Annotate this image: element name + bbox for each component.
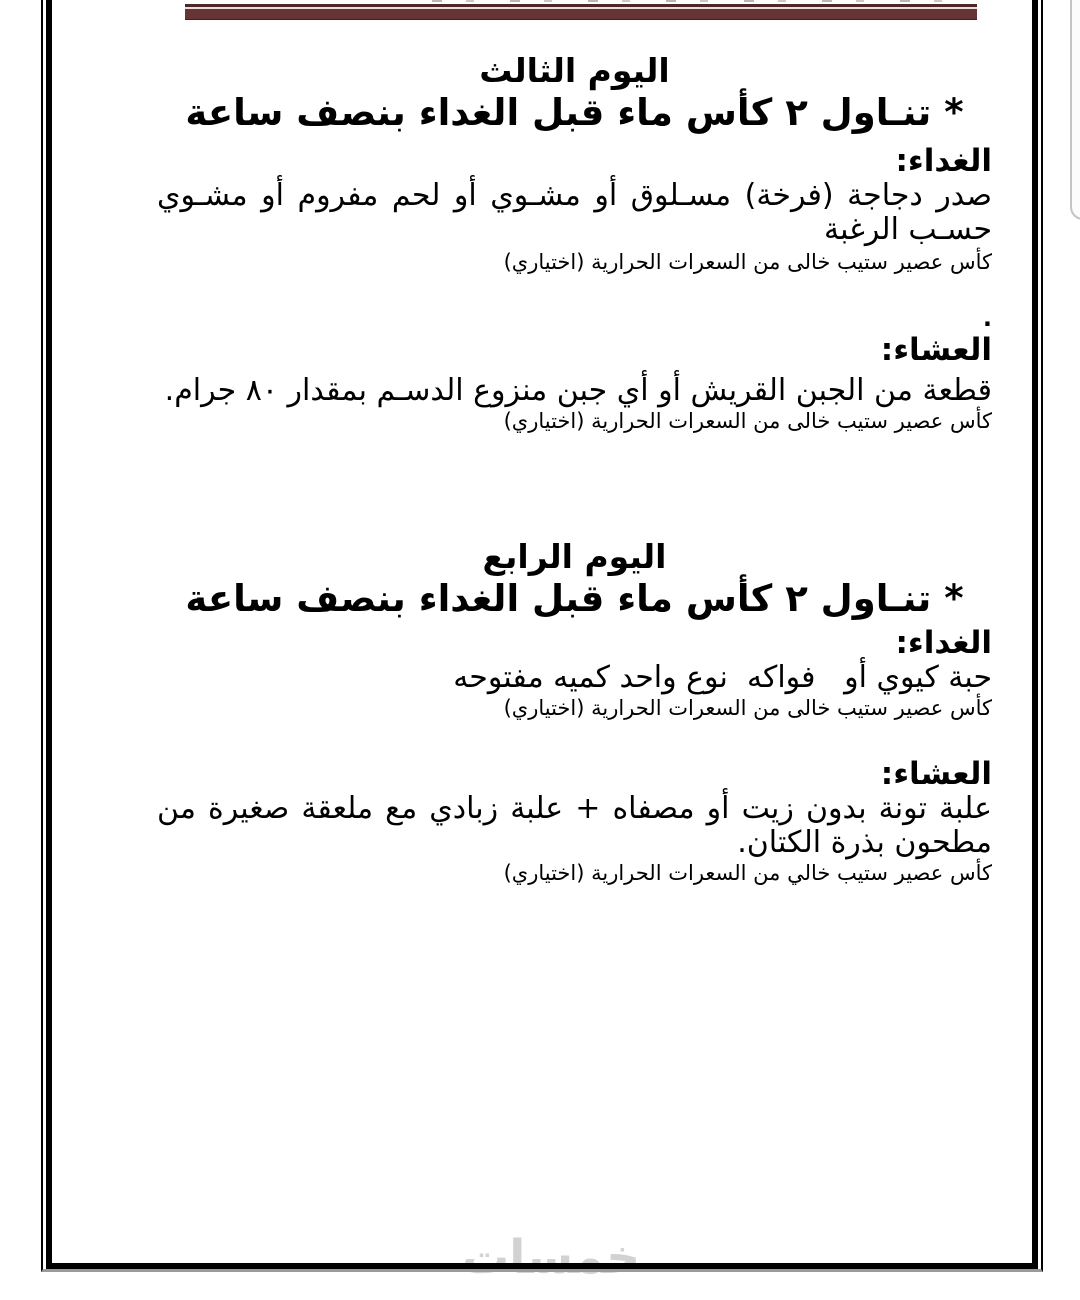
day-three-section (147, 51, 992, 434)
day-three-lunch-heading: الغداء: (895, 143, 992, 179)
scrollbar-thumb[interactable] (1070, 0, 1080, 220)
day-three-lunch-body: صدر دجاجة (فرخة) مسـلوق أو مشـوي أو لحم مفروم أو مشـوي حسـب الرغبة (147, 178, 992, 247)
day-three-dinner-heading: العشاء: (880, 332, 992, 368)
day-four-lunch-heading: الغداء: (895, 625, 992, 661)
day-three-dinner-body: قطعة من الجبن القريش أو أي جبن منزوع الدسـم بمقدار ٨٠ جرام. (164, 373, 992, 408)
day-four-lunch-body: حبة كيوي أو فواكه نوع واحد كميه مفتوحه (453, 660, 992, 695)
day-three-water-note: * تنـاول ٢ كأس ماء قبل الغداء بنصف ساعة (185, 91, 964, 134)
khamsat-watermark: خمسات (462, 1230, 641, 1285)
day-four-water-note: * تنـاول ٢ كأس ماء قبل الغداء بنصف ساعة (185, 577, 964, 620)
page-border-inner (46, 0, 1038, 1269)
day-four-dinner-optional-note: كأس عصير ستيب خالي من السعرات الحرارية (اختياري) (503, 861, 992, 885)
day-four-dinner-body: علبة تونة بدون زيت أو مصفاه + علبة زبادي مع ملعقة صغيرة من مطحون بذرة الكتان. (147, 791, 992, 860)
document-body (52, 0, 1032, 1263)
page-border-outer (41, 0, 1043, 1272)
day-four-dinner-heading: العشاء: (880, 756, 992, 792)
day-three-lunch-optional-note: كأس عصير ستيب خالى من السعرات الحرارية (اختياري) (503, 250, 992, 274)
day-three-title: اليوم الثالث (479, 51, 670, 90)
day-four-section (147, 537, 992, 886)
day-four-lunch-optional-note: كأس عصير ستيب خالى من السعرات الحرارية (اختياري) (503, 696, 992, 720)
day-three-dinner-optional-note: كأس عصير ستيب خالى من السعرات الحرارية (اختياري) (503, 409, 992, 433)
stray-period: . (982, 304, 992, 332)
day-four-title: اليوم الرابع (482, 537, 667, 576)
